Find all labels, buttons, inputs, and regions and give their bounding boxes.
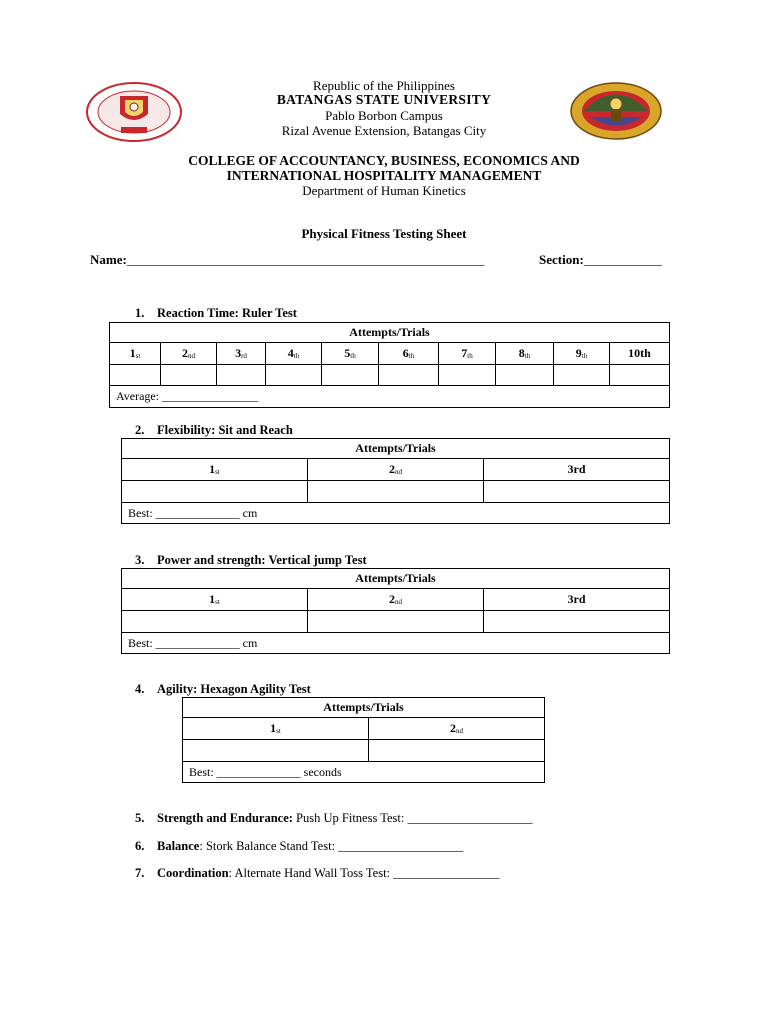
test-number: 6. <box>135 839 145 853</box>
test-number: 5. <box>135 811 145 825</box>
name-field[interactable] <box>90 252 484 268</box>
trial-entry-row[interactable] <box>122 611 670 633</box>
trial-label: $2_{nd}$ <box>161 343 217 365</box>
campus-name: Pablo Borbon Campus <box>325 108 443 123</box>
trial-label: $7_{th}$ <box>439 343 496 365</box>
trial-entry-cell[interactable] <box>122 481 308 503</box>
trial-entry-cell[interactable] <box>439 365 496 386</box>
trial-entry-cell[interactable] <box>484 611 670 633</box>
section-field[interactable] <box>539 252 662 268</box>
trial-label: $2_{nd}$ <box>369 718 545 740</box>
trial-entry-cell[interactable] <box>554 365 610 386</box>
college-name-line2: INTERNATIONAL HOSPITALITY MANAGEMENT <box>226 168 542 183</box>
test-number: 7. <box>135 866 145 880</box>
trial-entry-cell[interactable] <box>322 365 379 386</box>
flexibility-table <box>121 438 670 524</box>
trial-entry-cell[interactable] <box>610 365 670 386</box>
trial-entry-cell[interactable] <box>369 740 545 762</box>
table-header: Attempts/Trials <box>110 323 670 343</box>
test-detail: : Alternate Hand Wall Toss Test: _________________ <box>228 866 500 880</box>
best-field[interactable]: Best: ______________ cm <box>122 633 670 654</box>
trial-entry-cell[interactable] <box>161 365 217 386</box>
trial-label: $5_{th}$ <box>322 343 379 365</box>
test-2-heading <box>135 423 293 438</box>
trial-label: 3rd <box>484 459 670 481</box>
best-field[interactable]: Best: ______________ cm <box>122 503 670 524</box>
section-label: Section: <box>539 252 584 267</box>
test-5-line[interactable] <box>135 811 532 826</box>
test-1-heading <box>135 306 297 321</box>
trial-entry-row[interactable] <box>183 740 545 762</box>
trial-label: $8_{th}$ <box>496 343 554 365</box>
trial-label-row <box>122 589 670 611</box>
trial-label: 10th <box>610 343 670 365</box>
test-number: 3. <box>135 553 145 567</box>
trial-entry-row[interactable] <box>110 365 670 386</box>
trial-entry-cell[interactable] <box>484 481 670 503</box>
republic-line: Republic of the Philippines <box>313 78 455 93</box>
test-title: Coordination <box>157 866 229 880</box>
table-header: Attempts/Trials <box>122 569 670 589</box>
trial-label-row <box>122 459 670 481</box>
test-number: 1. <box>135 306 145 320</box>
test-detail: Push Up Fitness Test: ____________________ <box>292 811 533 825</box>
trial-label-row <box>110 343 670 365</box>
test-title: Flexibility: Sit and Reach <box>157 423 293 437</box>
trial-entry-cell[interactable] <box>183 740 369 762</box>
test-title: Reaction Time: Ruler Test <box>157 306 297 320</box>
name-label: Name: <box>90 252 127 267</box>
trial-entry-cell[interactable] <box>496 365 554 386</box>
test-4-heading <box>135 682 311 697</box>
name-blank: _______________________________________________________ <box>126 252 485 267</box>
trial-label: $1_{st}$ <box>110 343 161 365</box>
trial-label: 3rd <box>484 589 670 611</box>
trial-entry-row[interactable] <box>122 481 670 503</box>
trial-entry-cell[interactable] <box>110 365 161 386</box>
trial-label: $1_{st}$ <box>122 589 308 611</box>
test-detail: : Stork Balance Stand Test: ____________________ <box>199 839 464 853</box>
trial-label: $1_{st}$ <box>183 718 369 740</box>
trial-label: $1_{st}$ <box>122 459 308 481</box>
trial-label: $2_{nd}$ <box>308 459 484 481</box>
vertical-jump-table <box>121 568 670 654</box>
trial-entry-cell[interactable] <box>379 365 439 386</box>
trial-label: $3_{rd}$ <box>217 343 266 365</box>
trial-entry-cell[interactable] <box>308 611 484 633</box>
trial-label: $6_{th}$ <box>379 343 439 365</box>
test-number: 4. <box>135 682 145 696</box>
average-field[interactable]: Average: ________________ <box>110 386 670 408</box>
table-header: Attempts/Trials <box>183 698 545 718</box>
trial-entry-cell[interactable] <box>266 365 322 386</box>
test-7-line[interactable] <box>135 866 499 881</box>
department-name: Department of Human Kinetics <box>302 183 466 198</box>
college-name-line1: COLLEGE OF ACCOUNTANCY, BUSINESS, ECONOMICS AND <box>188 153 580 168</box>
table-header: Attempts/Trials <box>122 439 670 459</box>
test-6-line[interactable] <box>135 839 463 854</box>
trial-entry-cell[interactable] <box>217 365 266 386</box>
section-blank: ____________ <box>583 252 662 267</box>
agility-table <box>182 697 545 783</box>
university-name: BATANGAS STATE UNIVERSITY <box>276 92 492 107</box>
trial-entry-cell[interactable] <box>122 611 308 633</box>
test-number: 2. <box>135 423 145 437</box>
trial-label: $2_{nd}$ <box>308 589 484 611</box>
form-title: Physical Fitness Testing Sheet <box>301 226 467 241</box>
test-title: Balance <box>157 839 200 853</box>
trial-label: $4_{th}$ <box>266 343 322 365</box>
test-3-heading <box>135 553 367 568</box>
test-title: Agility: Hexagon Agility Test <box>157 682 311 696</box>
trial-label: $9_{th}$ <box>554 343 610 365</box>
test-title: Strength and Endurance: <box>157 811 293 825</box>
university-address: Rizal Avenue Extension, Batangas City <box>281 123 487 138</box>
trial-label-row <box>183 718 545 740</box>
trial-entry-cell[interactable] <box>308 481 484 503</box>
best-field[interactable]: Best: ______________ seconds <box>183 762 545 783</box>
test-title: Power and strength: Vertical jump Test <box>157 553 367 567</box>
reaction-time-table <box>109 322 670 408</box>
